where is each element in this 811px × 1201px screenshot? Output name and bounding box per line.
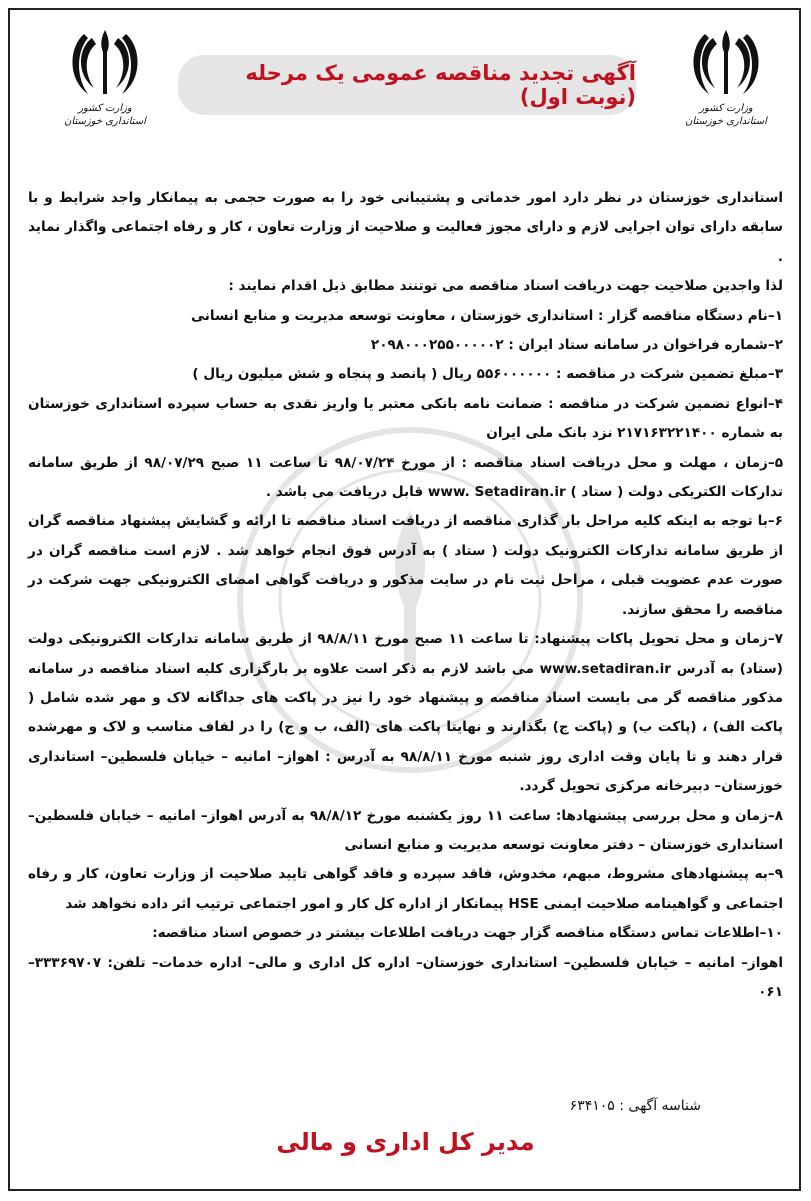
item-1: ۱–نام دستگاه مناقصه گزار : استانداری خوزستان ، معاونت توسعه مدیریت و منابع انسانی xyxy=(191,307,783,324)
item-4: ۴–انواع تضمین شرکت در مناقصه : ضمانت نامه بانکی معتبر یا واریز نقدی به حساب سپرده استانداری خوزستان به شماره ۲۱۷۱۶۳۲۲۱۴۰۰ نزد بانک ملی ایران xyxy=(28,395,783,442)
iran-emblem-icon xyxy=(691,26,761,98)
emblem-caption xyxy=(50,102,160,128)
item-7-text-end: می باشد لازم به ذکر است علاوه بر بارگزاری کلیه اسناد مناقصه در سامانه مذکور مناقصه گر می بایست اسناد مناقصه و پیشنهاد خود را نیز در پاکت های جداگانه لاک و مهر شده شامل ( پاکت الف) ، (پاکت ب) و (پاکت ج) بگذارند و نهایتا پاکت های (الف، ب و ج) را در لفاف مناسب و لاک و مهرشده قرار دهند و تا پایان وقت اداری روز شنبه مورخ ۹۸/۸/۱۱ به آدرس : اهواز– امانیه – خیابان فلسطین– استانداری خوزستان– دبیرخانه مرکزی تحویل گردد. xyxy=(28,660,784,795)
emblem-caption-line2: استانداری خوزستان xyxy=(64,116,146,127)
item-2: ۲–شماره فراخوان در سامانه ستاد ایران : ۲۰۹۸۰۰۰۲۵۵۰۰۰۰۰۲ xyxy=(370,337,783,354)
iran-emblem-icon xyxy=(70,26,140,98)
item-7-text: ۷–زمان و محل تحویل پاکات پیشنهاد: تا ساعت ۱۱ صبح مورخ ۹۸/۸/۱۱ از طریق سامانه تدارکات الکترونیکی دولت (ستاد) به آدرس xyxy=(28,631,784,677)
item-9 xyxy=(28,860,783,919)
item-10-body: اهواز– امانیه – خیابان فلسطین– استانداری خوزستان– اداره کل اداری و مالی– اداره خدمات– تلفن: ۳۳۳۶۹۷۰۷–۰۶۱ xyxy=(28,954,783,1000)
ad-id: شناسه آگهی : ۶۳۴۱۰۵ xyxy=(569,1098,701,1114)
notice-body xyxy=(28,184,783,1007)
item-7 xyxy=(28,625,783,801)
intro-paragraph: استانداری خوزستان در نظر دارد امور خدماتی و پشتیبانی خود را به صورت حجمی به پیمانکار واجد شرایط و با سابقه دارای توان اجرایی لازم و دارای مجوز فعالیت و صلاحیت از وزارت تعاون ، کار و رفاه اجتماعی واگذار نماید . xyxy=(28,190,783,265)
item-9-text-end: پیمانکار از اداره کل کار و امور اجتماعی ترتیب اثر داده نخواهد شد xyxy=(65,895,504,912)
item-9-hse: HSE xyxy=(508,895,539,912)
item-8: ۸–زمان و محل بررسی پیشنهادها: ساعت ۱۱ روز یکشنبه مورخ ۹۸/۸/۱۲ به آدرس اهواز– امانیه – خیابان فلسطین– استانداری خوزستان – دفتر معاونت توسعه مدیریت و منابع انسانی xyxy=(28,807,784,853)
item-9-text: ۹–به پیشنهادهای مشروط، مبهم، مخدوش، فاقد سپرده و فاقد گواهی تایید صلاحیت از وزارت تعاون، کار و رفاه اجتماعی و گواهینامه صلاحیت ایمنی xyxy=(28,866,783,912)
item-5-text: ۵–زمان ، مهلت و محل دریافت اسناد مناقصه : از مورخ ۹۸/۰۷/۲۴ تا ساعت ۱۱ صبح ۹۸/۰۷/۲۹ از طریق سامانه تدارکات الکتریکی دولت ( ستاد ) xyxy=(28,454,783,501)
emblem-left xyxy=(50,26,160,128)
emblem-right xyxy=(671,26,781,128)
emblem-caption-line2: استانداری خوزستان xyxy=(685,116,767,127)
item-5 xyxy=(28,449,783,508)
notice-title: آگهی تجدید مناقصه عمومی یک مرحله (نوبت اول) xyxy=(245,61,636,109)
item-6: ۶–با توجه به اینکه کلیه مراحل بار گذاری مناقصه از دریافت اسناد مناقصه تا ارائه و گشایش پیشنهاد مناقصه گران از طریق سامانه تدارکات الکترونیک دولت ( ستاد ) به آدرس فوق انجام خواهد شد . لازم است مناقصه گران در صورت عدم عضویت قبلی ، مراحل ثبت نام در سایت مذکور و دریافت گواهی امضای الکترونیکی جهت شرکت در مناقصه را محقق سازند. xyxy=(28,513,783,618)
title-box xyxy=(178,55,636,115)
item-5-text-end: قابل دریافت می باشد . xyxy=(265,484,424,501)
lead-paragraph: لذا واجدین صلاحیت جهت دریافت اسناد مناقصه می توتنند مطابق ذیل اقدام نمایند : xyxy=(228,278,783,295)
item-3: ۳–مبلغ تضمین شرکت در مناقصه : ۵۵۶۰۰۰۰۰۰ ریال ( پانصد و پنجاه و شش میلیون ریال ) xyxy=(192,366,783,383)
emblem-caption xyxy=(671,102,781,128)
item-10-heading: ۱۰–اطلاعات تماس دستگاه مناقصه گزار جهت دریافت اطلاعات بیشتر در خصوص اسناد مناقصه: xyxy=(152,925,783,942)
item-7-url-link[interactable]: www.setadiran.ir xyxy=(539,660,672,677)
signature: مدیر کل اداری و مالی xyxy=(276,1128,535,1156)
item-5-url-link[interactable]: www. Setadiran.ir xyxy=(427,484,566,501)
emblem-caption-line1: وزارت کشور xyxy=(78,103,132,114)
emblem-caption-line1: وزارت کشور xyxy=(699,103,753,114)
